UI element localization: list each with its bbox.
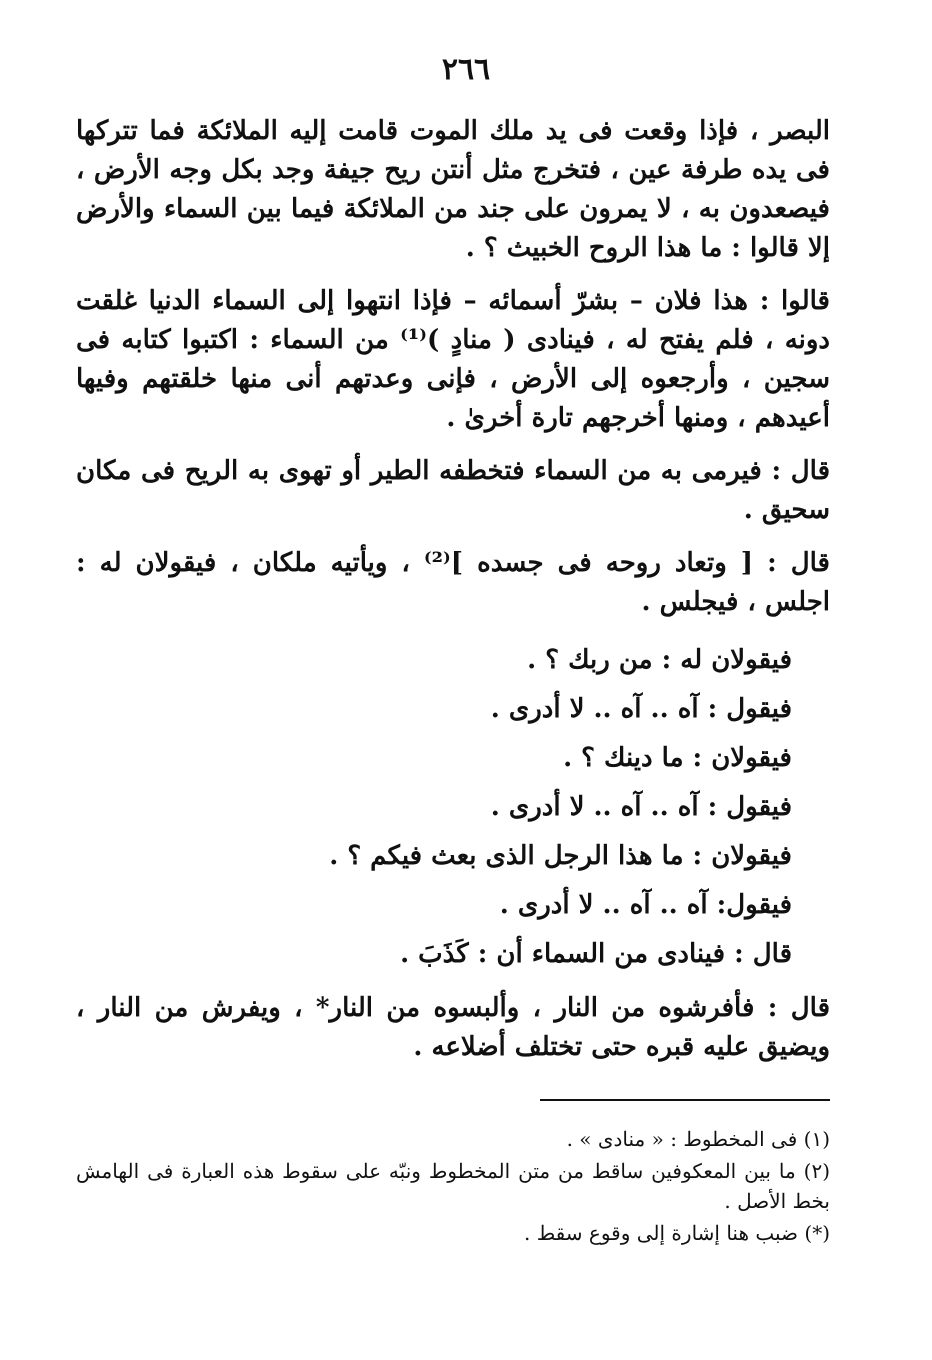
paragraph: قالوا : هذا فلان – بشرّ أسمائه – فإذا انتهوا إلى السماء الدنيا غلقت دونه ، فلم يفتح له ، فينادى ( منادٍ )⁽¹⁾ من السماء : اكتبوا كتابه فى سجين ، وأرجعوه إلى الأرض ، فإنى وعدتهم أنى منها خلقتهم وفيها أعيدهم ، ومنها أخرجهم تارة أخرىٰ . — [76, 286, 830, 433]
footnotes — [76, 1124, 830, 1250]
main-text — [76, 112, 830, 1081]
footnote: (٢) ما بين المعكوفين ساقط من متن المخطوط ونبّه على سقوط هذه العبارة فى الهامش بخط الأصل . — [76, 1159, 830, 1213]
paragraph: قال : فيرمى به من السماء فتخطفه الطير أو تهوى به الريح فى مكان سحيق . — [76, 456, 830, 525]
page-number: ٢٦٦ — [441, 52, 491, 87]
footnote: (١) فى المخطوط : « منادى » . — [566, 1127, 830, 1151]
dialogue-block — [76, 636, 830, 979]
dialogue-line: فيقول : آه .. آه .. لا أدرى . — [490, 694, 792, 724]
dialogue-line: قال : فينادى من السماء أن : كَذَبَ . — [400, 939, 792, 969]
dialogue-line: فيقولان : ما دينك ؟ . — [563, 743, 792, 773]
footnote: (*) ضبب هنا إشارة إلى وقوع سقط . — [523, 1221, 830, 1245]
footnote-separator — [540, 1099, 830, 1101]
dialogue-line: فيقولان له : من ربك ؟ . — [527, 645, 792, 675]
paragraph: البصر ، فإذا وقعت فى يد ملك الموت قامت إليه الملائكة فما تتركها فى يده طرفة عين ، فتخرج مثل أنتن ريح جيفة وجد بكل وجه الأرض ، فيصعدون به ، لا يمرون على جند من الملائكة فيما بين السماء والأرض إلا قالوا : ما هذا الروح الخبيث ؟ . — [76, 116, 830, 263]
dialogue-line: فيقول: آه .. آه .. لا أدرى . — [499, 890, 792, 920]
paragraph: قال : فأفرشوه من النار ، وألبسوه من النار* ، ويفرش من النار ، ويضيق عليه قبره حتى تختلف أضلاعه . — [76, 993, 830, 1062]
paragraph: قال : [ وتعاد روحه فى جسده ]⁽²⁾ ، ويأتيه ملكان ، فيقولان له : اجلس ، فيجلس . — [76, 548, 830, 617]
dialogue-line: فيقولان : ما هذا الرجل الذى بعث فيكم ؟ . — [329, 841, 792, 871]
dialogue-line: فيقول : آه .. آه .. لا أدرى . — [490, 792, 792, 822]
